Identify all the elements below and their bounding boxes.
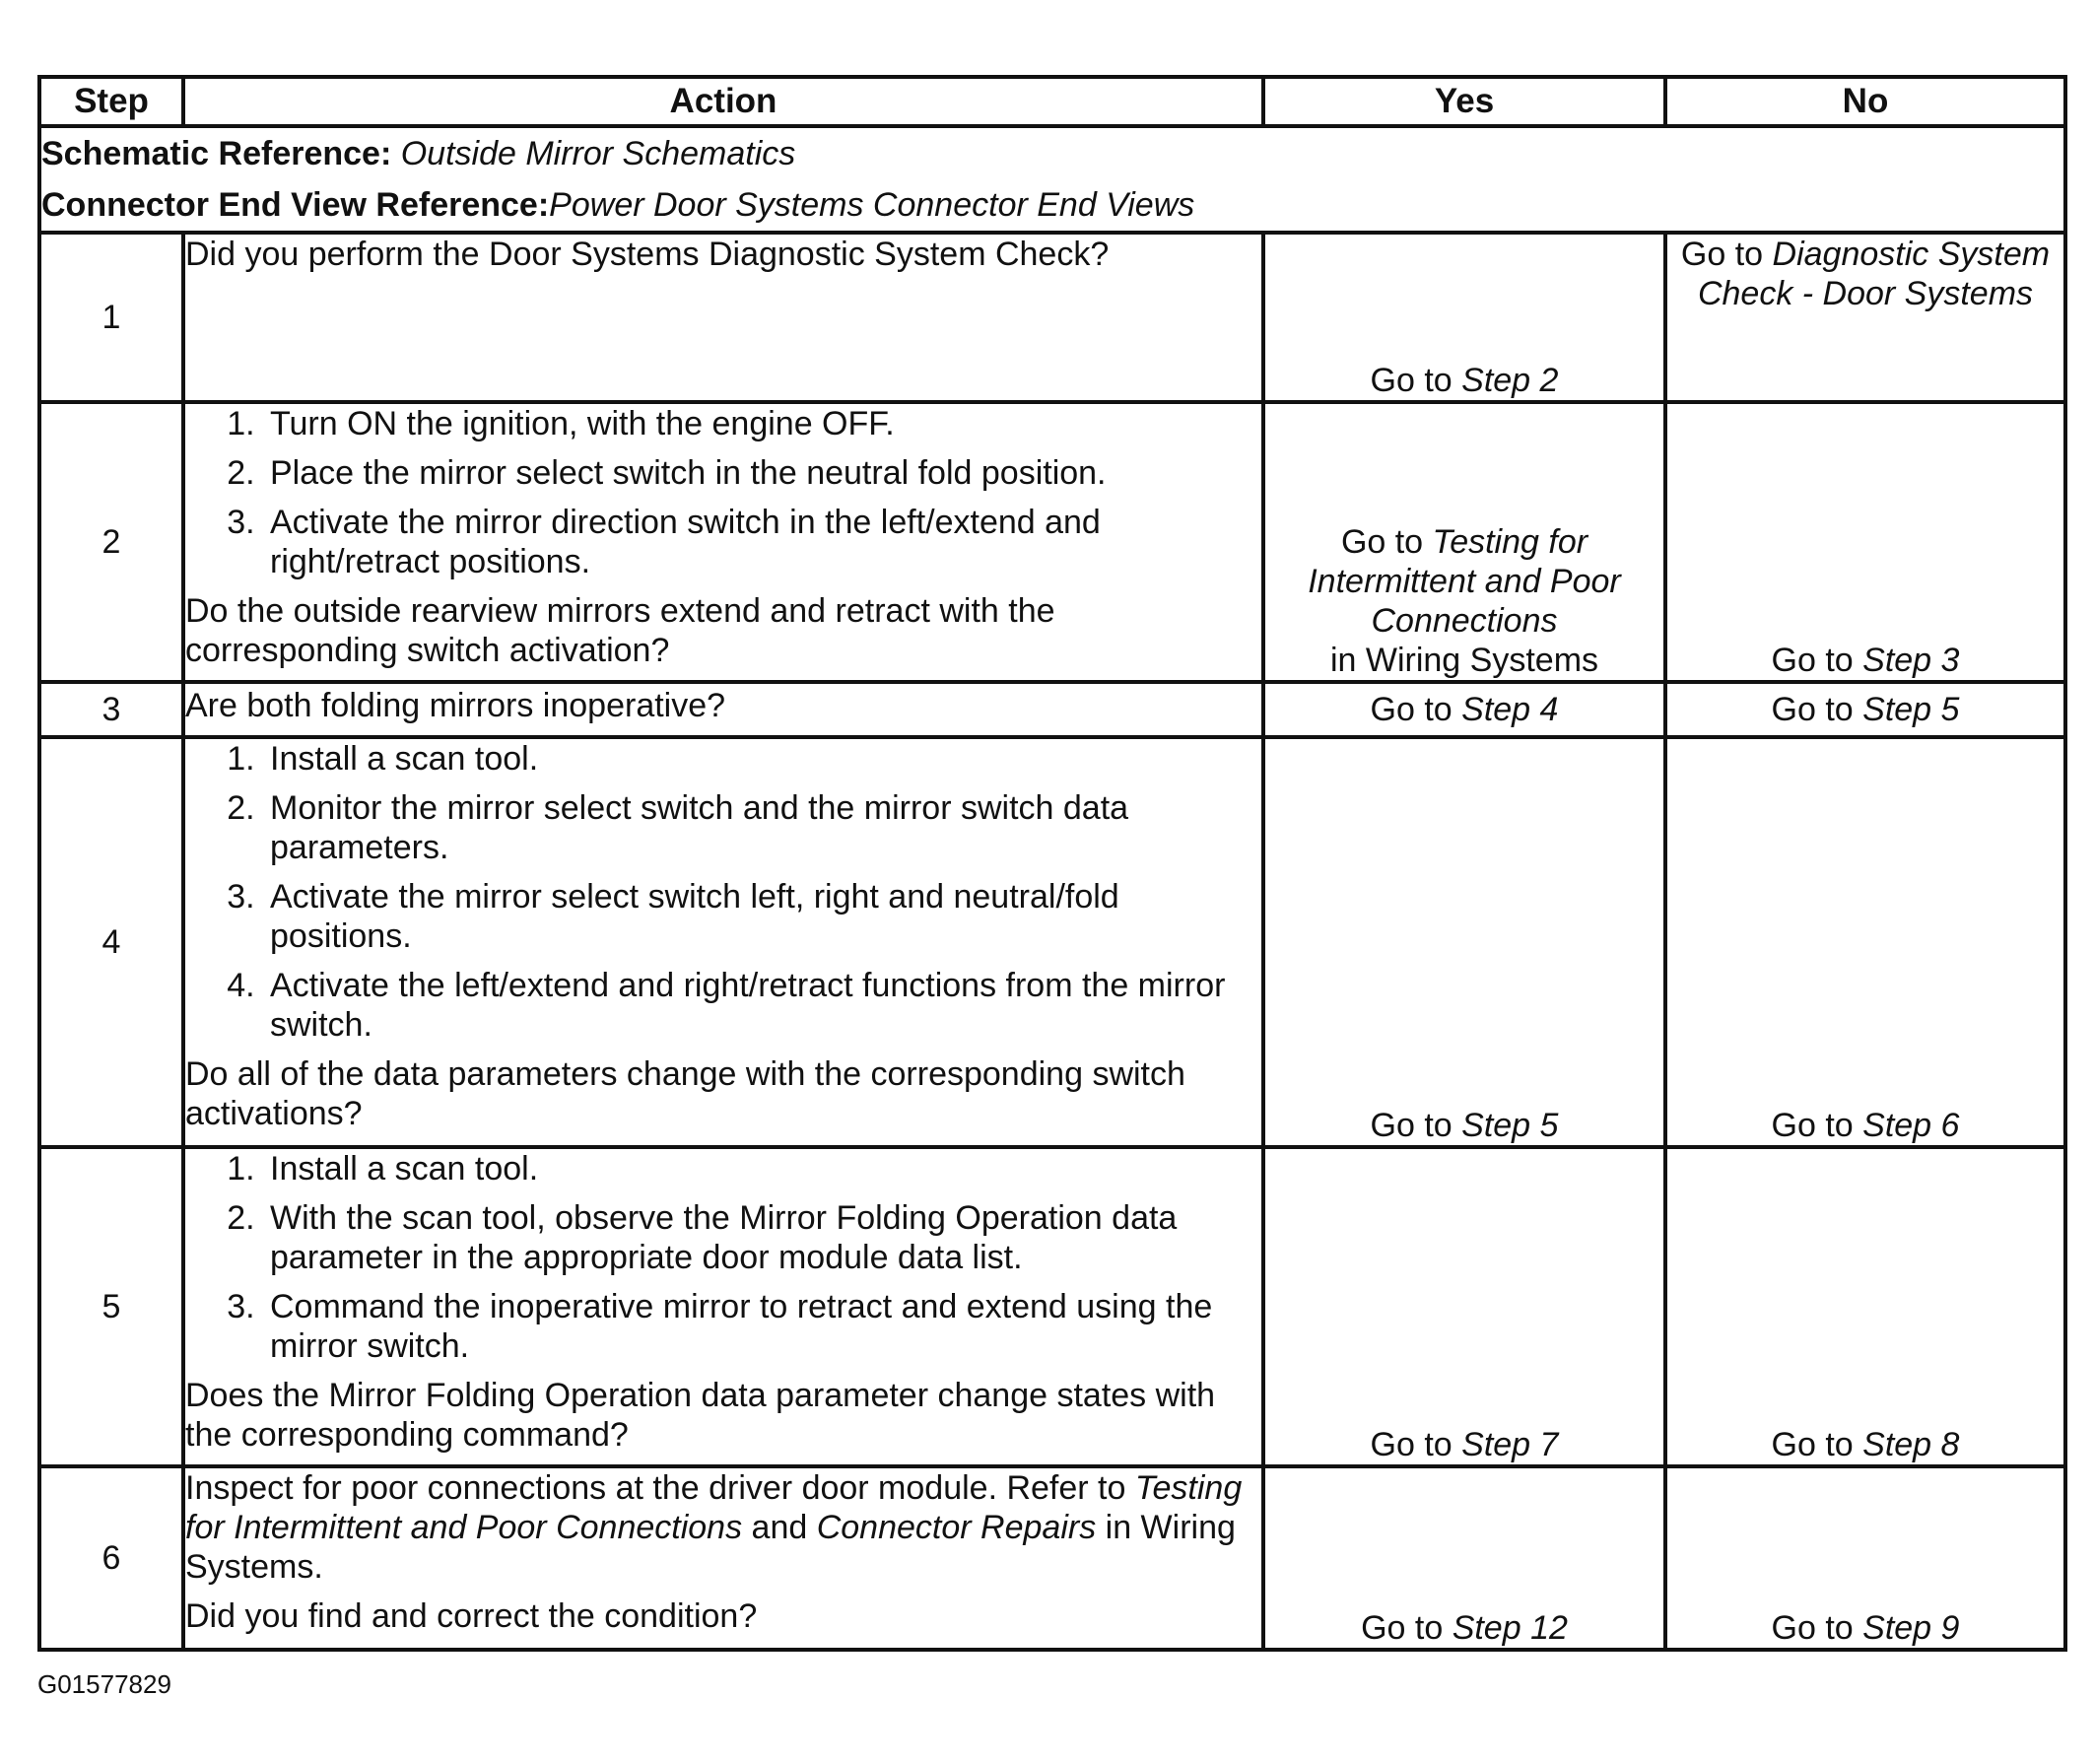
action-steps-list (185, 404, 1261, 581)
reference-cell (39, 126, 2065, 233)
no-cell (1665, 682, 2065, 737)
no-prefix: Go to (1771, 691, 1863, 728)
action-cell (183, 1147, 1263, 1466)
action-cell (183, 737, 1263, 1147)
no-link[interactable]: Step 8 (1862, 1426, 1960, 1463)
yes-link[interactable]: Step 2 (1461, 362, 1559, 399)
no-prefix: Go to (1771, 1107, 1863, 1144)
action-cell (183, 402, 1263, 682)
no-prefix: Go to (1771, 1426, 1863, 1463)
schematic-reference-link[interactable]: Outside Mirror Schematics (400, 135, 796, 172)
action-question: Are both folding mirrors inoperative? (185, 687, 726, 724)
action-question: Did you perform the Door Systems Diagnostic System Check? (185, 236, 1110, 273)
no-cell (1665, 233, 2065, 402)
connector-repairs-link[interactable]: Connector Repairs (816, 1509, 1097, 1546)
list-item: 4. Activate the left/extend and right/retract functions from the mirror switch. (264, 966, 1261, 1045)
list-item: 3. Activate the mirror direction switch in the left/extend and right/retract positions. (264, 503, 1261, 581)
inspect-text: and (742, 1509, 817, 1546)
step-number: 6 (39, 1466, 183, 1650)
connector-reference (41, 179, 2063, 231)
no-prefix: Go to (1680, 236, 1773, 273)
yes-link[interactable]: Step 5 (1461, 1107, 1559, 1144)
action-question: Does the Mirror Folding Operation data parameter change states with the corresponding command? (185, 1377, 1216, 1454)
yes-cell (1263, 402, 1665, 682)
yes-cell (1263, 682, 1665, 737)
action-steps-list (185, 739, 1261, 1045)
yes-cell (1263, 737, 1665, 1147)
no-link[interactable]: Step 9 (1862, 1609, 1960, 1647)
action-cell (183, 1466, 1263, 1650)
action-steps-list (185, 1149, 1261, 1366)
connector-reference-label: Connector End View Reference: (41, 186, 550, 224)
list-item: 2. Monitor the mirror select switch and the mirror switch data parameters. (264, 788, 1261, 867)
no-link[interactable]: Step 3 (1862, 642, 1960, 679)
list-item: 1. Install a scan tool. (264, 739, 1261, 779)
list-item: 3. Activate the mirror select switch left, right and neutral/fold positions. (264, 877, 1261, 956)
list-item: 1. Turn ON the ignition, with the engine OFF. (264, 404, 1261, 443)
yes-link[interactable]: Step 4 (1461, 691, 1559, 728)
yes-prefix: Go to (1361, 1609, 1453, 1647)
list-item: 2. With the scan tool, observe the Mirror Folding Operation data parameter in the appropriate door module data list. (264, 1198, 1261, 1277)
no-cell (1665, 737, 2065, 1147)
step-number: 2 (39, 402, 183, 682)
header-step: Step (39, 77, 183, 126)
action-question: Do all of the data parameters change with the corresponding switch activations? (185, 1055, 1185, 1132)
no-link[interactable]: Step 5 (1862, 691, 1960, 728)
figure-id: G01577829 (37, 1669, 171, 1699)
yes-prefix: Go to (1370, 362, 1462, 399)
inspect-text: in Wiring Systems. (185, 1509, 1236, 1586)
yes-suffix: in Wiring Systems (1329, 642, 1599, 679)
header-no: No (1665, 77, 2065, 126)
no-prefix: Go to (1771, 642, 1863, 679)
action-question: Do the outside rearview mirrors extend and retract with the corresponding switch activation? (185, 592, 1055, 669)
header-action: Action (183, 77, 1263, 126)
no-link[interactable]: Diagnostic System Check - Door Systems (1697, 236, 2051, 312)
step-number: 5 (39, 1147, 183, 1466)
yes-cell (1263, 1147, 1665, 1466)
table-row (39, 682, 2065, 737)
step-number: 3 (39, 682, 183, 737)
step-number: 1 (39, 233, 183, 402)
no-prefix: Go to (1771, 1609, 1863, 1647)
table-row (39, 233, 2065, 402)
action-cell (183, 233, 1263, 402)
table-row (39, 402, 2065, 682)
header-yes: Yes (1263, 77, 1665, 126)
schematic-reference-label: Schematic Reference: (41, 135, 392, 172)
connector-reference-link[interactable]: Power Door Systems Connector End Views (549, 186, 1195, 224)
step-number: 4 (39, 737, 183, 1147)
yes-link[interactable]: Testing for Intermittent and Poor Connections (1308, 523, 1621, 640)
action-cell (183, 682, 1263, 737)
table-row (39, 1466, 2065, 1650)
yes-link[interactable]: Step 12 (1452, 1609, 1568, 1647)
list-item: 1. Install a scan tool. (264, 1149, 1261, 1188)
yes-link[interactable]: Step 7 (1461, 1426, 1559, 1463)
inspect-text: Inspect for poor connections at the driver door module. Refer to (185, 1469, 1135, 1507)
no-cell (1665, 402, 2065, 682)
diagnostic-table (37, 75, 2067, 1652)
yes-prefix: Go to (1370, 691, 1462, 728)
yes-prefix: Go to (1370, 1107, 1462, 1144)
reference-row (39, 126, 2065, 233)
list-item: 3. Command the inoperative mirror to retract and extend using the mirror switch. (264, 1287, 1261, 1366)
header-row (39, 77, 2065, 126)
no-link[interactable]: Step 6 (1862, 1107, 1960, 1144)
schematic-reference (41, 128, 2063, 179)
no-cell (1665, 1147, 2065, 1466)
yes-prefix: Go to (1340, 523, 1433, 561)
table-row (39, 1147, 2065, 1466)
yes-cell (1263, 1466, 1665, 1650)
table-row (39, 737, 2065, 1147)
yes-cell (1263, 233, 1665, 402)
inspect-instruction (185, 1468, 1261, 1587)
action-question: Did you find and correct the condition? (185, 1597, 758, 1635)
no-cell (1665, 1466, 2065, 1650)
testing-link[interactable]: Testing for Intermittent and Poor Connections (185, 1469, 1243, 1546)
yes-prefix: Go to (1370, 1426, 1462, 1463)
list-item: 2. Place the mirror select switch in the neutral fold position. (264, 453, 1261, 493)
